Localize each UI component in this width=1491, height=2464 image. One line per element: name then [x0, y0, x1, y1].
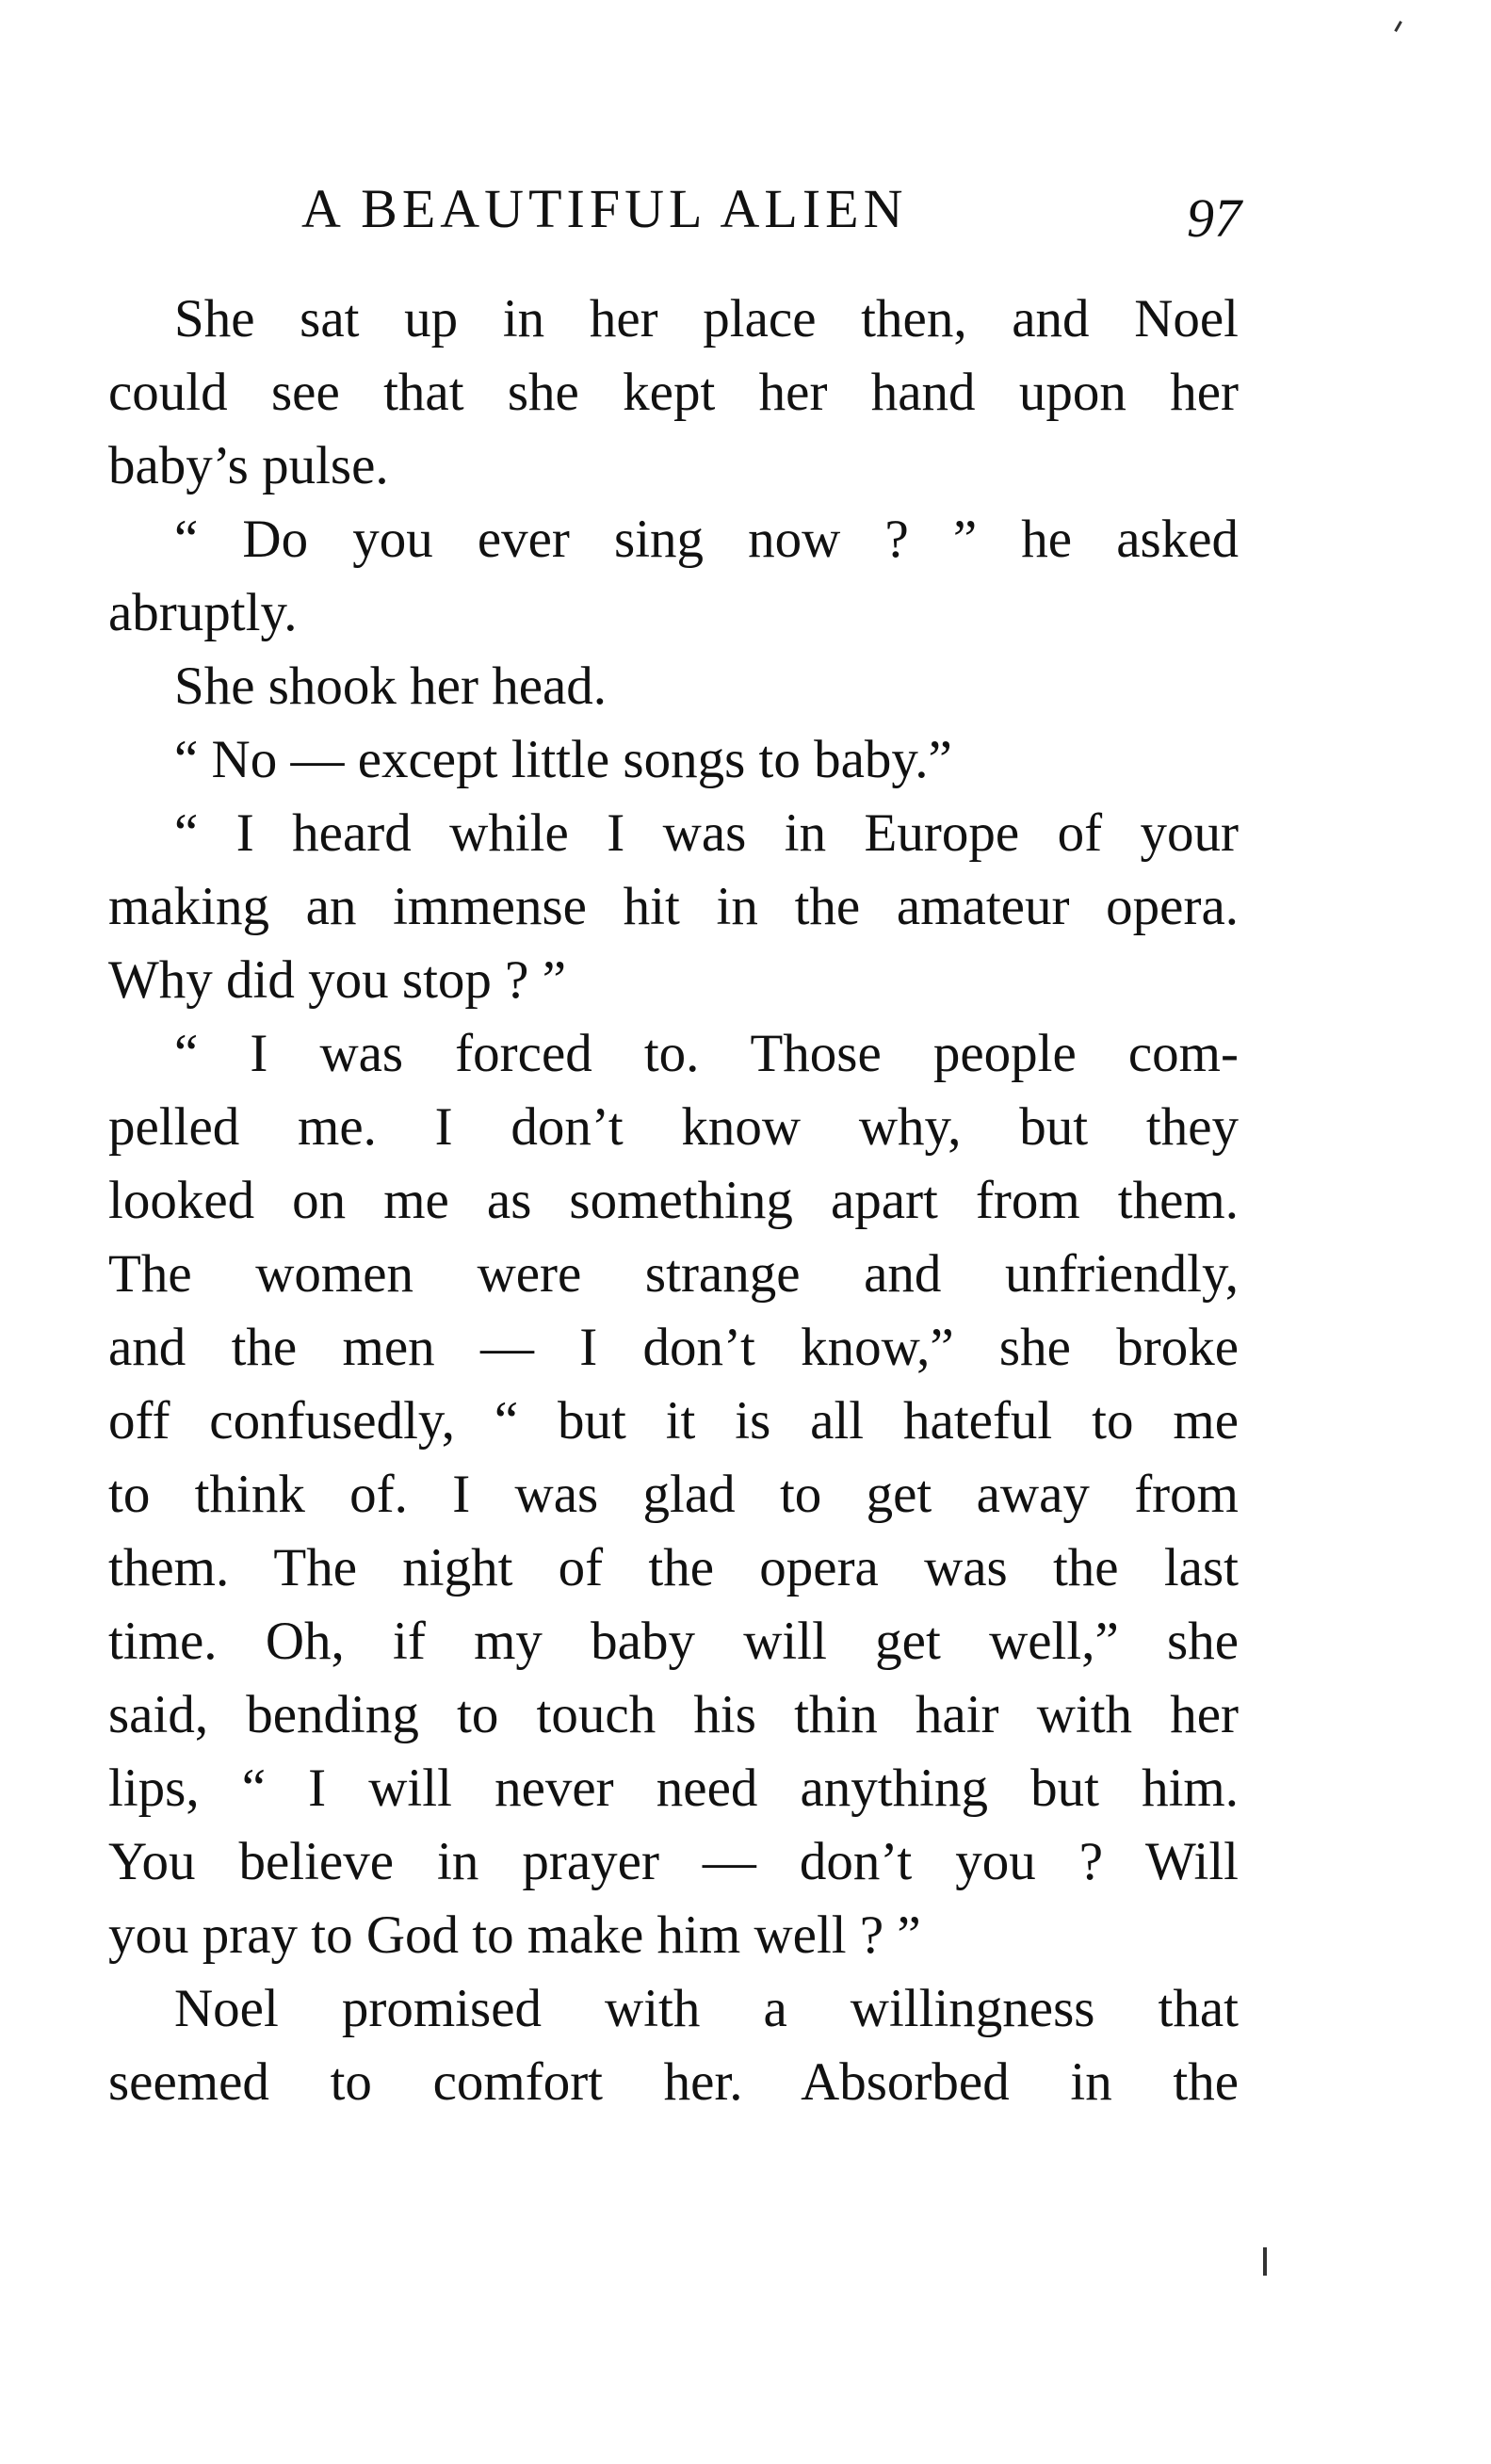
text-line: to think of. I was glad to get away from [108, 1465, 1239, 1524]
text-line: seemed to comfort her. Absorbed in the [108, 2052, 1239, 2112]
text-line: “ No — except little songs to baby.” [174, 730, 952, 789]
text-line: The women were strange and unfriendly, [108, 1244, 1239, 1304]
text-line: said, bending to touch his thin hair with her [108, 1685, 1239, 1744]
stray-mark-bottom-right [1263, 2247, 1267, 2276]
text-line: time. Oh, if my baby will get well,” she [108, 1612, 1239, 1671]
text-line: Why did you stop ? ” [108, 950, 567, 1010]
text-line: She shook her head. [174, 657, 608, 716]
text-line: could see that she kept her hand upon her [108, 363, 1239, 422]
text-line: She sat up in her place then, and Noel [174, 289, 1239, 349]
text-line: looked on me as something apart from them. [108, 1171, 1239, 1230]
text-line: making an immense hit in the amateur opera. [108, 877, 1239, 936]
text-line: and the men — I don’t know,” she broke [108, 1318, 1239, 1377]
text-line: “ I was forced to. Those people com- [174, 1024, 1239, 1083]
text-line: “ I heard while I was in Europe of your [174, 803, 1239, 863]
text-line: pelled me. I don’t know why, but they [108, 1097, 1239, 1157]
text-line: Noel promised with a willingness that [174, 1979, 1239, 2038]
running-head [108, 177, 1241, 262]
page-number: 97 [1187, 187, 1241, 249]
text-line: You believe in prayer — don’t you ? Will [108, 1832, 1239, 1891]
text-line: baby’s pulse. [108, 436, 389, 495]
text-line: abruptly. [108, 583, 298, 642]
text-line: you pray to God to make him well ? ” [108, 1905, 921, 1965]
text-line: lips, “ I will never need anything but him. [108, 1759, 1239, 1818]
running-head-title: A BEAUTIFUL ALIEN [301, 178, 908, 239]
text-line: off confusedly, “ but it is all hateful to me [108, 1391, 1239, 1451]
text-line: them. The night of the opera was the last [108, 1538, 1239, 1597]
stray-mark-top-right [1394, 21, 1402, 32]
text-line: “ Do you ever sing now ? ” he asked [174, 510, 1239, 569]
